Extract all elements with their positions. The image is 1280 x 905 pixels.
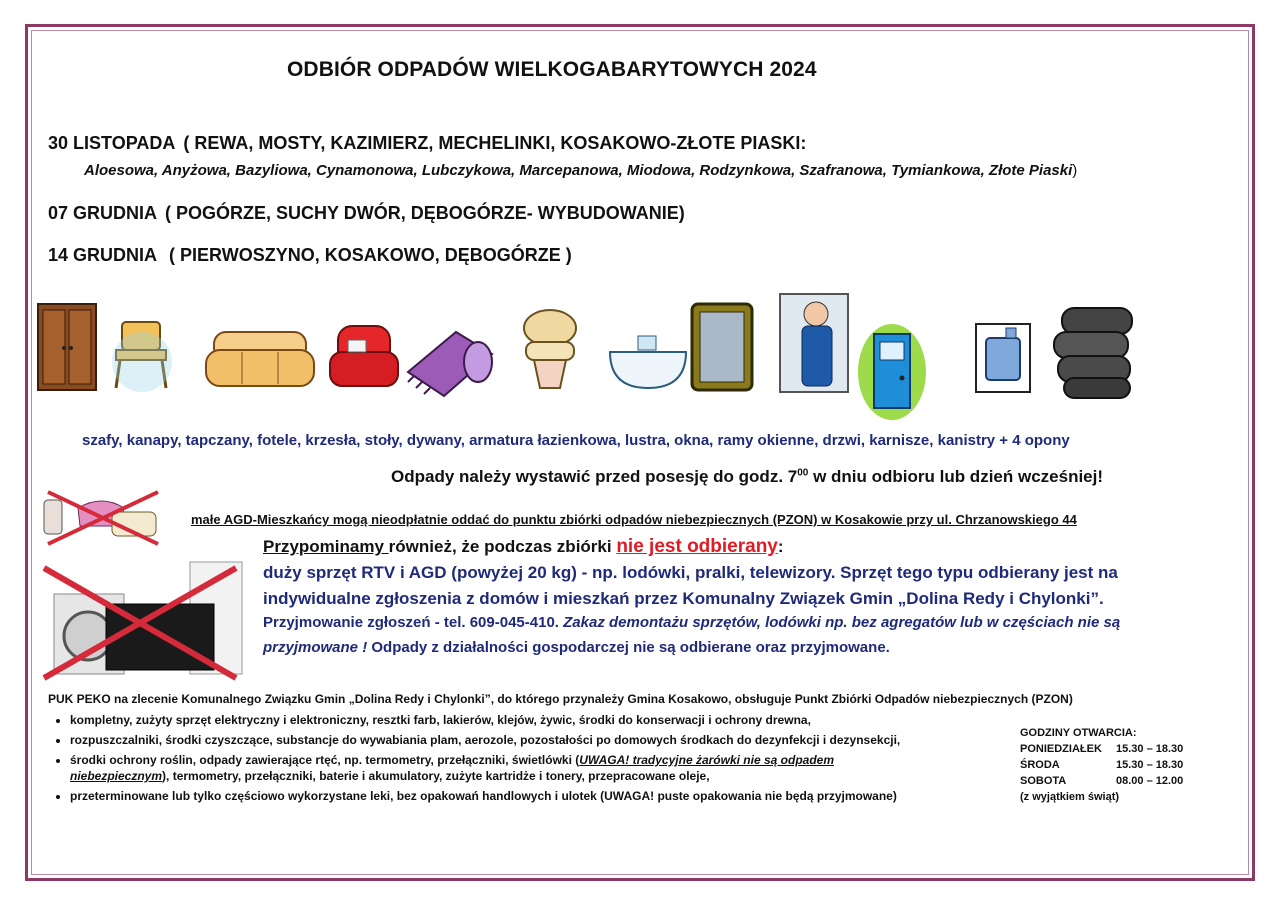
hours-day: ŚRODA <box>1020 759 1060 771</box>
sink-icon <box>610 336 686 388</box>
hours-day: SOBOTA <box>1020 775 1067 787</box>
reminder-lead: Przypominamy <box>263 537 389 556</box>
mirror-icon <box>692 304 752 390</box>
large-appliances-crossed-icon <box>40 560 246 684</box>
door-icon <box>858 324 926 420</box>
wardrobe-icon <box>38 304 96 390</box>
list-item: • rozpuszczalniki, środki czyszczące, substancje do wywabiania plam, aerozole, pozostałości po domowych środkach do dezynfekcji i dezynsekcji, <box>70 732 1010 748</box>
hours-note: (z wyjątkiem świąt) <box>1020 791 1120 803</box>
hours-row <box>1020 741 1183 757</box>
rug-icon <box>408 332 492 396</box>
notice-text: Odpady należy wystawić przed posesję do godz. 7 <box>391 467 798 486</box>
streets-close: ) <box>1072 162 1078 179</box>
streets-list: Aloesowa, Anyżowa, Bazyliowa, Cynamonowa, Lubczykowa, Marcepanowa, Miodowa, Rodzynkowa, Szafranowa, Tymiankowa, Złote Piaski <box>84 162 1073 179</box>
rtv-line-1: duży sprzęt RTV i AGD (powyżej 20 kg) - np. lodówki, pralki, telewizory. Sprzęt tego typu odbierany jest na <box>263 563 1118 582</box>
rtv-phone: Przyjmowanie zgłoszeń - tel. 609-045-410. <box>263 614 564 631</box>
bullet-text: środki ochrony roślin, odpady zawierające rtęć, np. termometry, przełączniki, świetlówki ( <box>70 753 580 767</box>
schedule-date: 30 LISTOPADA <box>48 133 176 153</box>
icons-row <box>36 292 1146 424</box>
pzon-bullet-list <box>48 712 1010 808</box>
notice-superscript: 00 <box>797 467 809 479</box>
reminder-colon: : <box>777 537 784 556</box>
schedule-areas: ( REWA, MOSTY, KAZIMIERZ, MECHELINKI, KOSAKOWO-ZŁOTE PIASKI: <box>183 133 807 153</box>
armchair-icon <box>330 326 398 386</box>
hours-time: 08.00 – 12.00 <box>1116 775 1184 787</box>
list-item: • kompletny, zużyty sprzęt elektryczny i elektroniczny, resztki farb, lakierów, klejów, żywic, środki do konserwacji i ochrony drewna, <box>70 712 1010 728</box>
list-item <box>70 752 930 784</box>
canister-icon <box>976 324 1030 392</box>
bullet-warning: UWAGA! tradycyjne żarówki nie są odpadem niebezpiecznym <box>70 753 834 783</box>
opening-hours <box>1020 725 1183 805</box>
rtv-business-waste: Odpady z działalności gospodarczej nie są odbierane oraz przyjmowane. <box>371 639 890 656</box>
sofa-icon <box>206 332 314 386</box>
schedule-date: 14 GRUDNIA <box>48 245 158 265</box>
hours-row <box>1020 773 1183 789</box>
hours-day: PONIEDZIAŁEK <box>1020 743 1102 755</box>
placement-notice <box>391 467 1103 487</box>
schedule-row-1 <box>48 133 806 154</box>
rtv-ban: Zakaz demontażu sprzętów, lodówki np. bez agregatów lub w częściach nie są <box>563 614 1121 631</box>
toilet-icon <box>524 310 576 388</box>
chair-icon <box>112 322 172 392</box>
schedule-date: 07 GRUDNIA <box>48 203 158 223</box>
reminder-line <box>263 536 784 558</box>
rtv-line-4 <box>263 639 890 656</box>
hours-row <box>1020 757 1183 773</box>
tires-icon <box>1054 308 1132 398</box>
reminder-middle: również, że podczas zbiórki <box>388 537 617 556</box>
hours-title: GODZINY OTWARCIA: <box>1020 727 1137 739</box>
rtv-line-2: indywidualne zgłoszenia z domów i mieszkań przez Komunalny Związek Gmin „Dolina Redy i Chylonki”. <box>263 589 1104 608</box>
schedule-areas: ( PIERWOSZYNO, KOSAKOWO, DĘBOGÓRZE ) <box>169 245 572 265</box>
rtv-not-accepted: przyjmowane ! <box>263 639 372 656</box>
accepted-items-list: szafy, kanapy, tapczany, fotele, krzesła, stoły, dywany, armatura łazienkowa, lustra, okna, ramy okienne, drzwi, karnisze, kanistry + 4 opony <box>82 432 1070 449</box>
rtv-line-3 <box>263 614 1120 631</box>
streets-line <box>84 162 1077 179</box>
hours-time: 15.30 – 18.30 <box>1116 743 1184 755</box>
small-appliances-crossed-icon <box>38 488 168 548</box>
schedule-row-2 <box>48 203 685 224</box>
window-icon <box>780 294 848 392</box>
schedule-row-3 <box>48 245 572 266</box>
reminder-not-collected: nie jest odbierany <box>616 536 778 557</box>
schedule-areas: ( POGÓRZE, SUCHY DWÓR, DĘBOGÓRZE- WYBUDOWANIE) <box>165 203 685 223</box>
pzon-intro: PUK PEKO na zlecenie Komunalnego Związku Gmin „Dolina Redy i Chylonki”, do którego przynależy Gmina Kosakowo, obsługuje Punkt Zbiórki Odpadów niebezpiecznych (PZON) <box>48 692 1073 706</box>
small-appliances-note: małe AGD-Mieszkańcy mogą nieodpłatnie oddać do punktu zbiórki odpadów niebezpiecznych (PZON) w Kosakowie przy ul. Chrzanowskiego 44 <box>191 512 1077 527</box>
bullet-text-end: ), termometry, przełączniki, baterie i akumulatory, zużyte kartridże i tonery, przepracowane oleje, <box>162 769 710 783</box>
notice-text-end: w dniu odbioru lub dzień wcześniej! <box>808 467 1104 486</box>
list-item: • przeterminowane lub tylko częściowo wykorzystane leki, bez opakowań handlowych i ulotek (UWAGA! puste opakowania nie będą przyjmowane) <box>70 788 1010 804</box>
hours-time: 15.30 – 18.30 <box>1116 759 1184 771</box>
page-title: ODBIÓR ODPADÓW WIELKOGABARYTOWYCH 2024 <box>287 58 817 81</box>
